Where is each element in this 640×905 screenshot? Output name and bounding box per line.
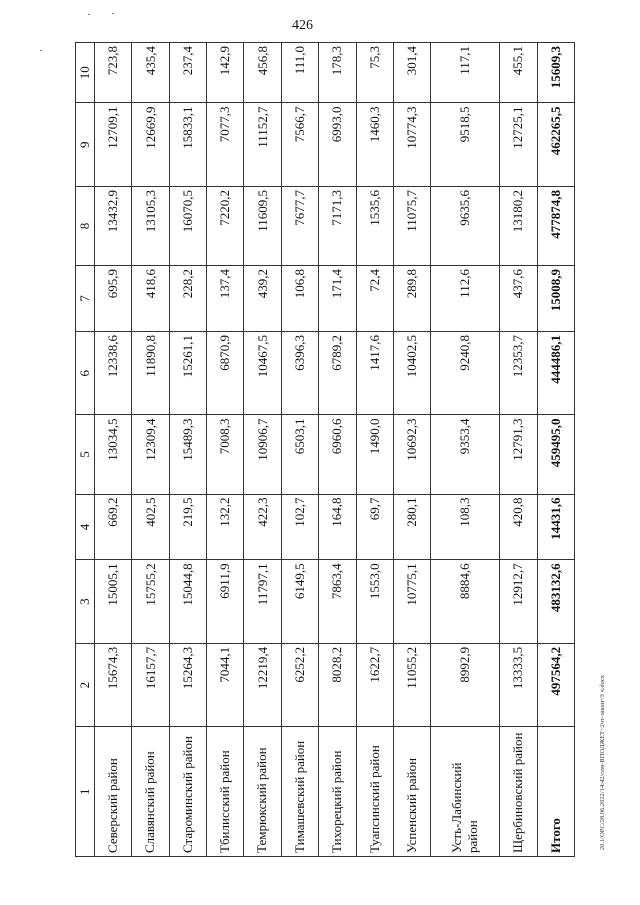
value-cell: 111,0 xyxy=(281,43,318,103)
value-cell: 11609,5 xyxy=(244,186,281,265)
value-cell: 12219,4 xyxy=(244,643,281,726)
value-cell: 695,9 xyxy=(95,266,132,332)
value-cell: 9635,6 xyxy=(431,186,500,265)
value-cell: 7863,4 xyxy=(319,560,356,643)
column-header: 3 xyxy=(76,560,95,643)
value-cell: 13105,3 xyxy=(132,186,169,265)
value-cell: 16070,5 xyxy=(169,186,206,265)
value-cell: 10775,1 xyxy=(393,560,430,643)
table-row xyxy=(132,43,169,857)
value-cell: 142,9 xyxy=(207,43,244,103)
value-cell: 483132,6 xyxy=(537,560,575,643)
value-cell: 12338,6 xyxy=(95,331,132,414)
value-cell: 437,6 xyxy=(500,266,537,332)
table-body xyxy=(95,43,575,857)
value-cell: 117,1 xyxy=(431,43,500,103)
value-cell: 6960,6 xyxy=(319,415,356,494)
district-name: Усть-Лабинский район xyxy=(431,727,500,857)
value-cell: 1460,3 xyxy=(356,103,393,186)
value-cell: 15674,3 xyxy=(95,643,132,726)
data-table xyxy=(75,42,575,857)
district-name: Славянский район xyxy=(132,727,169,857)
value-cell: 13034,5 xyxy=(95,415,132,494)
value-cell: 289,8 xyxy=(393,266,430,332)
value-cell: 459495,0 xyxy=(537,415,575,494)
table-row xyxy=(281,43,318,857)
value-cell: 14431,6 xyxy=(537,494,575,560)
value-cell: 15005,1 xyxy=(95,560,132,643)
value-cell: 13432,9 xyxy=(95,186,132,265)
value-cell: 301,4 xyxy=(393,43,430,103)
district-name: Тбилисский район xyxy=(207,727,244,857)
value-cell: 456,8 xyxy=(244,43,281,103)
value-cell: 10906,7 xyxy=(244,415,281,494)
value-cell: 6252,2 xyxy=(281,643,318,726)
table-row xyxy=(356,43,393,857)
value-cell: 6870,9 xyxy=(207,331,244,414)
value-cell: 1535,6 xyxy=(356,186,393,265)
value-cell: 178,3 xyxy=(319,43,356,103)
value-cell: 12791,3 xyxy=(500,415,537,494)
value-cell: 10774,3 xyxy=(393,103,430,186)
value-cell: 9353,4 xyxy=(431,415,500,494)
value-cell: 6149,5 xyxy=(281,560,318,643)
value-cell: 132,2 xyxy=(207,494,244,560)
value-cell: 13333,5 xyxy=(500,643,537,726)
value-cell: 15008,9 xyxy=(537,266,575,332)
column-header: 7 xyxy=(76,266,95,332)
district-name: Темрюкский район xyxy=(244,727,281,857)
value-cell: 228,2 xyxy=(169,266,206,332)
value-cell: 10692,3 xyxy=(393,415,430,494)
value-cell: 15044,8 xyxy=(169,560,206,643)
value-cell: 13180,2 xyxy=(500,186,537,265)
value-cell: 7008,3 xyxy=(207,415,244,494)
value-cell: 237,4 xyxy=(169,43,206,103)
value-cell: 497564,2 xyxy=(537,643,575,726)
value-cell: 280,1 xyxy=(393,494,430,560)
value-cell: 112,6 xyxy=(431,266,500,332)
value-cell: 7220,2 xyxy=(207,186,244,265)
value-cell: 6911,9 xyxy=(207,560,244,643)
value-cell: 12709,1 xyxy=(95,103,132,186)
value-cell: 12912,7 xyxy=(500,560,537,643)
table-row xyxy=(393,43,430,857)
value-cell: 418,6 xyxy=(132,266,169,332)
column-header: 5 xyxy=(76,415,95,494)
value-cell: 422,3 xyxy=(244,494,281,560)
value-cell: 6503,1 xyxy=(281,415,318,494)
value-cell: 69,7 xyxy=(356,494,393,560)
value-cell: 11797,1 xyxy=(244,560,281,643)
value-cell: 669,2 xyxy=(95,494,132,560)
value-cell: 137,4 xyxy=(207,266,244,332)
value-cell: 11055,2 xyxy=(393,643,430,726)
value-cell: 171,4 xyxy=(319,266,356,332)
value-cell: 8028,2 xyxy=(319,643,356,726)
table-row xyxy=(169,43,206,857)
value-cell: 12309,4 xyxy=(132,415,169,494)
value-cell: 402,5 xyxy=(132,494,169,560)
value-cell: 72,4 xyxy=(356,266,393,332)
value-cell: 12353,7 xyxy=(500,331,537,414)
district-name: Успенский район xyxy=(393,727,430,857)
value-cell: 8884,6 xyxy=(431,560,500,643)
value-cell: 15609,3 xyxy=(537,43,575,103)
value-cell: 1490,0 xyxy=(356,415,393,494)
value-cell: 462265,5 xyxy=(537,103,575,186)
value-cell: 10402,5 xyxy=(393,331,430,414)
value-cell: 11890,8 xyxy=(132,331,169,414)
file-path-note xyxy=(590,150,614,850)
column-header: 4 xyxy=(76,494,95,560)
column-header: 2 xyxy=(76,643,95,726)
value-cell: 1417,6 xyxy=(356,331,393,414)
value-cell: 9518,5 xyxy=(431,103,500,186)
value-cell: 7077,3 xyxy=(207,103,244,186)
value-cell: 6993,0 xyxy=(319,103,356,186)
value-cell: 16157,7 xyxy=(132,643,169,726)
value-cell: 6396,3 xyxy=(281,331,318,414)
district-name: Тимашевский район xyxy=(281,727,318,857)
column-header: 8 xyxy=(76,186,95,265)
value-cell: 7044,1 xyxy=(207,643,244,726)
district-name: Щербиновский район xyxy=(500,727,537,857)
table-row xyxy=(500,43,537,857)
value-cell: 102,7 xyxy=(281,494,318,560)
value-cell: 723,8 xyxy=(95,43,132,103)
value-cell: 219,5 xyxy=(169,494,206,560)
value-cell: 15755,2 xyxy=(132,560,169,643)
value-cell: 455,1 xyxy=(500,43,537,103)
value-cell: 7171,3 xyxy=(319,186,356,265)
table-header-row xyxy=(76,43,95,857)
value-cell: 15264,3 xyxy=(169,643,206,726)
value-cell: 439,2 xyxy=(244,266,281,332)
file-path-text: 20.1/ОРС/28.06.2022/14:42/сем-ВПОДЖЕТ~2чт-закон~3 ч.docx xyxy=(598,674,606,850)
table-row xyxy=(319,43,356,857)
value-cell: 164,8 xyxy=(319,494,356,560)
scan-speck xyxy=(112,13,114,14)
column-header: 10 xyxy=(76,43,95,103)
district-name: Северский район xyxy=(95,727,132,857)
value-cell: 8992,9 xyxy=(431,643,500,726)
scan-speck xyxy=(88,14,90,15)
value-cell: 1553,0 xyxy=(356,560,393,643)
value-cell: 15833,1 xyxy=(169,103,206,186)
table-row xyxy=(207,43,244,857)
value-cell: 106,8 xyxy=(281,266,318,332)
table-row xyxy=(431,43,500,857)
value-cell: 15489,3 xyxy=(169,415,206,494)
data-table-rotated xyxy=(75,42,575,857)
value-cell: 75,3 xyxy=(356,43,393,103)
value-cell: 7566,7 xyxy=(281,103,318,186)
value-cell: 9240,8 xyxy=(431,331,500,414)
district-name: Туапсинский район xyxy=(356,727,393,857)
value-cell: 10467,5 xyxy=(244,331,281,414)
value-cell: 1622,7 xyxy=(356,643,393,726)
value-cell: 435,4 xyxy=(132,43,169,103)
table-row xyxy=(244,43,281,857)
value-cell: 12669,9 xyxy=(132,103,169,186)
column-header: 6 xyxy=(76,331,95,414)
value-cell: 420,8 xyxy=(500,494,537,560)
district-name: Староминский район xyxy=(169,727,206,857)
district-name: Тихорецкий район xyxy=(319,727,356,857)
value-cell: 7677,7 xyxy=(281,186,318,265)
value-cell: 6789,2 xyxy=(319,331,356,414)
value-cell: 12725,1 xyxy=(500,103,537,186)
value-cell: 15261,1 xyxy=(169,331,206,414)
column-header: 9 xyxy=(76,103,95,186)
value-cell: 108,3 xyxy=(431,494,500,560)
district-name: Итого xyxy=(537,727,575,857)
table-row xyxy=(95,43,132,857)
total-row xyxy=(537,43,575,857)
page-number: 426 xyxy=(292,18,313,33)
value-cell: 444486,1 xyxy=(537,331,575,414)
scan-speck xyxy=(40,50,42,51)
value-cell: 11075,7 xyxy=(393,186,430,265)
column-header: 1 xyxy=(76,727,95,857)
value-cell: 477874,8 xyxy=(537,186,575,265)
value-cell: 11152,7 xyxy=(244,103,281,186)
